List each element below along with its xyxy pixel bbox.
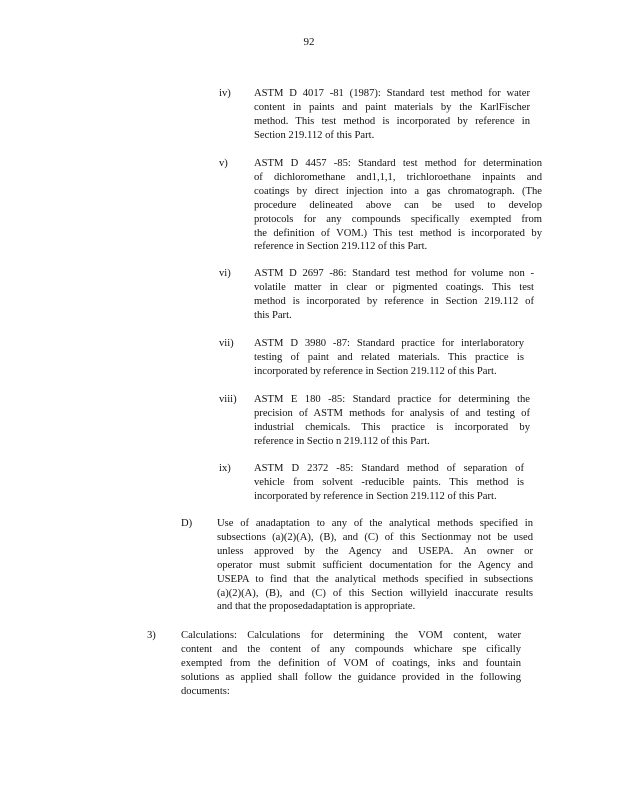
- text-line: ASTM D 4017 -81 (1987): Standard test method for water: [254, 88, 530, 99]
- text-line: subsections (a)(2)(A), (B), and (C) of this Sectionmay not be used: [217, 531, 533, 543]
- text-line: this Part.: [254, 309, 292, 321]
- text-line: ASTM E 180 -85: Standard practice for determining the: [254, 394, 530, 405]
- text-line: documents:: [181, 685, 230, 697]
- item-label: vi): [219, 268, 231, 279]
- text-line: content and the content of any compounds whichare spe cifically: [181, 643, 521, 655]
- item-label: 3): [147, 630, 156, 641]
- item-label: vii): [219, 338, 234, 349]
- text-line: (a)(2)(A), (B), and (C) of this Section willyield inaccurate results: [217, 587, 533, 599]
- item-text: [254, 267, 534, 323]
- text-line: ASTM D 2372 -85: Standard method of separation of: [254, 463, 524, 474]
- text-line: and that the proposedadaptation is appropriate.: [217, 601, 416, 613]
- item-text: [254, 462, 524, 504]
- item-text: [254, 393, 530, 449]
- item-label: viii): [219, 394, 237, 405]
- text-line: procedure delineated above can be used to develop: [254, 199, 542, 211]
- text-line: protocols for any compounds specifically exempted from: [254, 213, 542, 225]
- text-line: ASTM D 4457 -85: Standard test method for determination: [254, 158, 542, 169]
- item-label: ix): [219, 463, 231, 474]
- text-line: industrial chemicals. This practice is incorporated by: [254, 421, 530, 433]
- text-line: content in paints and paint materials by the KarlFischer: [254, 101, 530, 113]
- text-line: Calculations: Calculations for determining the VOM content, water: [181, 630, 521, 641]
- text-line: ASTM D 3980 -87: Standard practice for interlaboratory: [254, 338, 524, 349]
- text-line: Section 219.112 of this Part.: [254, 129, 375, 141]
- text-line: of dichloromethane and1,1,1, trichloroethane inpaints and: [254, 171, 542, 183]
- item-text: [254, 337, 524, 379]
- item-label: iv): [219, 88, 231, 99]
- text-line: testing of paint and related materials. This practice is: [254, 351, 524, 363]
- text-line: incorporated by reference in Section 219.112 of this Part.: [254, 365, 497, 377]
- item-text: [217, 517, 533, 614]
- text-line: ASTM D 2697 -86: Standard test method for volume non -: [254, 268, 534, 279]
- text-line: unless approved by the Agency and USEPA. An owner or: [217, 545, 533, 557]
- text-line: the definition of VOM.) This test method is incorporated by: [254, 227, 542, 239]
- item-text: [254, 157, 542, 254]
- item-text: [254, 87, 530, 143]
- item-label: v): [219, 158, 228, 169]
- text-line: solutions as applied shall follow the guidance provided in the following: [181, 671, 521, 683]
- text-line: method is incorporated by reference in Section 219.112 of: [254, 295, 534, 307]
- text-line: Use of anadaptation to any of the analytical methods specified in: [217, 518, 533, 529]
- text-line: operator must submit sufficient documentation for the Agency and: [217, 559, 533, 571]
- text-line: exempted from the definition of VOM of coatings, inks and fountain: [181, 657, 521, 669]
- page-number: 92: [303, 36, 315, 48]
- text-line: coatings by direct injection into a gas chromatograph. (The: [254, 185, 542, 197]
- text-line: reference in Sectio n 219.112 of this Part.: [254, 435, 430, 447]
- text-line: vehicle from solvent -reducible paints. This method is: [254, 476, 524, 488]
- text-line: reference in Section 219.112 of this Part.: [254, 241, 428, 253]
- text-line: method. This test method is incorporated by reference in: [254, 115, 530, 127]
- text-line: volatile matter in clear or pigmented coatings. This test: [254, 281, 534, 293]
- text-line: USEPA to find that the analytical methods specified in subsections: [217, 573, 533, 585]
- text-line: incorporated by reference in Section 219.112 of this Part.: [254, 490, 497, 502]
- item-text: [181, 629, 521, 699]
- item-label: D): [181, 518, 193, 529]
- text-line: precision of ASTM methods for analysis of and testing of: [254, 407, 530, 419]
